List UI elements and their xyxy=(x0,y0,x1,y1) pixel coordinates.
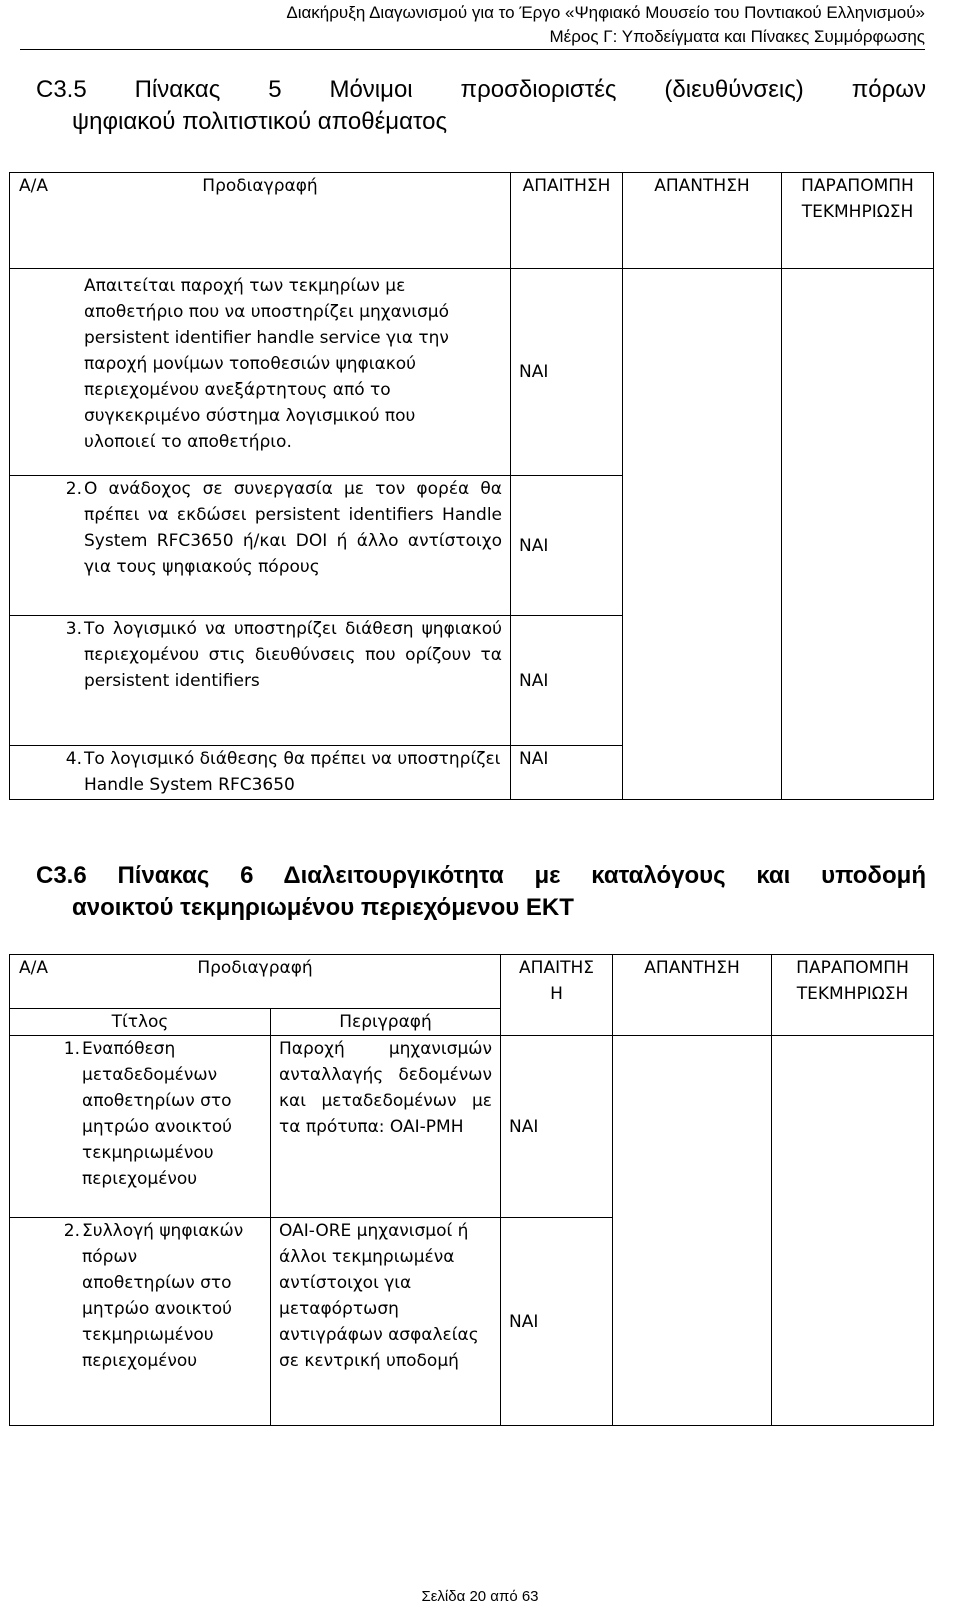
section-title-c3-6 xyxy=(36,860,926,924)
item-number: 4. xyxy=(65,749,82,769)
column-header-spec-label: Προδιαγραφή xyxy=(202,176,318,196)
column-header-description: Περιγραφή xyxy=(271,1009,501,1036)
requirement-cell: ΝΑΙ xyxy=(511,616,623,746)
spec-text: Το λογισμικό διάθεσης θα πρέπει να υποστηρίζει Handle System RFC3650 xyxy=(84,749,501,795)
requirement-cell: ΝΑΙ xyxy=(511,746,623,800)
column-header-title: Τίτλος xyxy=(10,1009,271,1036)
spec-text: Ο ανάδοχος σε συνεργασία με τον φορέα θα πρέπει να εκδώσει persistent identifiers Handle System RFC3650 ή/και DOI ή άλλο αντίστοιχο για τους ψηφιακούς πόρους xyxy=(84,479,502,577)
spec-cell xyxy=(10,476,511,616)
column-header-response: ΑΠΑΝΤΗΣΗ xyxy=(623,173,782,269)
column-header-reference: ΠΑΡΑΠΟΜΠΗ ΤΕΚΜΗΡΙΩΣΗ xyxy=(772,955,934,1036)
item-number: 1. xyxy=(63,1039,80,1059)
table-header-row xyxy=(10,955,934,1009)
column-header-aa: Α/Α xyxy=(19,176,48,196)
header-subtitle: Μέρος Γ: Υποδείγματα και Πίνακες Συμμόρφωσης xyxy=(549,27,925,46)
document-header xyxy=(20,1,925,50)
table-interoperability xyxy=(9,954,934,1426)
response-cell xyxy=(623,269,782,800)
response-cell xyxy=(613,1036,772,1426)
requirement-cell: ΝΑΙ xyxy=(511,476,623,616)
item-number: 2. xyxy=(65,479,82,499)
requirement-cell: ΝΑΙ xyxy=(501,1036,613,1218)
section-title-line: C3.6 Πίνακας 6 Διαλειτουργικότητα με καταλόγους και υποδομή xyxy=(36,862,926,889)
item-description: Παροχή μηχανισμών ανταλλαγής δεδομένων και μεταδεδομένων με τα πρότυπα: OAI-PMH xyxy=(279,1039,493,1137)
column-header-reference: ΠΑΡΑΠΟΜΠΗ ΤΕΚΜΗΡΙΩΣΗ xyxy=(782,173,934,269)
column-header-response: ΑΠΑΝΤΗΣΗ xyxy=(613,955,772,1036)
spec-cell xyxy=(10,616,511,746)
item-title: Συλλογή ψηφιακών πόρων αποθετηρίων στο μητρώο ανοικτού τεκμηριωμένου περιεχομένου xyxy=(82,1221,244,1371)
item-title: Εναπόθεση μεταδεδομένων αποθετηρίων στο μητρώο ανοικτού τεκμηριωμένου περιεχομένου xyxy=(82,1039,233,1189)
section-title-line: ανοικτού τεκμηριωμένου περιεχόμενου ΕΚΤ xyxy=(72,894,574,921)
table-header-row xyxy=(10,173,934,269)
title-cell xyxy=(10,1036,271,1218)
reference-cell xyxy=(772,1036,934,1426)
description-cell xyxy=(271,1218,501,1426)
title-cell xyxy=(10,1218,271,1426)
header-title: Διακήρυξη Διαγωνισμού για το Έργο «Ψηφιακό Μουσείο του Ποντιακού Ελληνισμού» xyxy=(286,3,925,22)
table-persistent-identifiers xyxy=(9,172,934,800)
column-header-aa: Α/Α xyxy=(19,958,48,978)
item-number: 2. xyxy=(63,1221,80,1241)
requirement-cell: ΝΑΙ xyxy=(511,269,623,476)
column-header-spec-label: Προδιαγραφή xyxy=(197,958,313,978)
section-title-line: ψηφιακού πολιτιστικού αποθέματος xyxy=(72,108,448,135)
column-header-spec xyxy=(10,173,511,269)
item-number: 3. xyxy=(65,619,82,639)
requirement-cell: ΝΑΙ xyxy=(501,1218,613,1426)
spec-text: Απαιτείται παροχή των τεκμηρίων με αποθετήριο που να υποστηρίζει μηχανισμό persistent identifier handle service για την παροχή μονίμων τοποθεσιών ψηφιακού περιεχομένου ανεξάρτητους από το συγκεκριμένο σύστημα λογισμικού που υλοποιεί το αποθετήριο. xyxy=(84,276,450,452)
page-number: Σελίδα 20 από 63 xyxy=(421,1588,539,1605)
spec-cell xyxy=(10,269,511,476)
table-row xyxy=(10,269,934,476)
description-cell xyxy=(271,1036,501,1218)
item-description: OAI-ORE μηχανισμοί ή άλλοι τεκμηριωμένα αντίστοιχοι για μεταφόρτωση αντιγράφων ασφαλείας σε κεντρική υποδομή xyxy=(279,1221,479,1371)
column-header-requirement: ΑΠΑΙΤΗΣΗ xyxy=(501,955,613,1036)
reference-cell xyxy=(782,269,934,800)
column-header-spec xyxy=(10,955,501,1009)
section-title-line: C3.5 Πίνακας 5 Μόνιμοι προσδιοριστές (διευθύνσεις) πόρων xyxy=(36,76,926,103)
column-header-requirement: ΑΠΑΙΤΗΣΗ xyxy=(511,173,623,269)
spec-cell xyxy=(10,746,511,800)
spec-text: Το λογισμικό να υποστηρίζει διάθεση ψηφιακού περιεχομένου στις διευθύνσεις που ορίζουν τα persistent identifiers xyxy=(84,619,502,691)
section-title-c3-5 xyxy=(36,74,926,138)
table-row xyxy=(10,1036,934,1218)
